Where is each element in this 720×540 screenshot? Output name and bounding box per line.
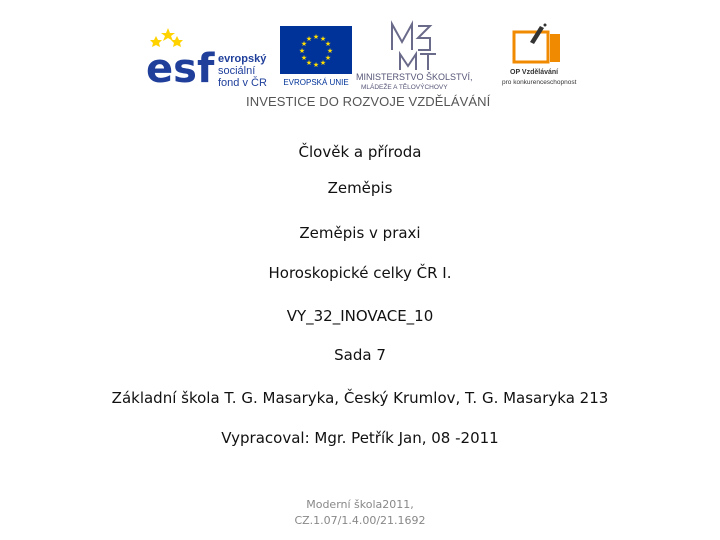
op-pencil-icon: [514, 24, 560, 63]
op-text-2: pro konkurenceschopnost: [502, 79, 577, 86]
svg-text:★: ★: [324, 40, 332, 48]
svg-text:★: ★: [324, 54, 332, 62]
esf-text-2: sociální: [218, 65, 256, 77]
esf-text-3: fond v ČR: [218, 77, 267, 89]
svg-text:★: ★: [326, 47, 334, 55]
msmt-monogram-icon: [392, 24, 436, 70]
title-line-2: Zeměpis: [327, 179, 393, 197]
title-line-7: Základní škola T. G. Masaryka, Český Krumlov, T. G. Masaryka 213: [111, 389, 609, 407]
svg-text:★: ★: [298, 47, 306, 55]
svg-text:★: ★: [319, 59, 327, 67]
op-logo: [500, 22, 580, 90]
title-line-4: Horoskopické celky ČR I.: [268, 264, 452, 282]
footer-line-2: CZ.1.07/1.4.00/21.1692: [294, 514, 426, 527]
msmt-text-2: MLÁDEŽE A TĚLOVÝCHOVY: [361, 84, 448, 90]
msmt-text-1: MINISTERSTVO ŠKOLSTVÍ,: [356, 72, 473, 82]
msmt-logo: [356, 20, 490, 90]
esf-stars-icon: [150, 28, 183, 47]
svg-text:★: ★: [305, 35, 313, 43]
svg-text:★: ★: [300, 54, 308, 62]
eu-logo: [278, 24, 354, 88]
svg-text:★: ★: [312, 61, 320, 69]
svg-text:★: ★: [305, 59, 313, 67]
tagline: INVESTICE DO ROZVOJE VZDĚLÁVÁNÍ: [246, 94, 491, 109]
footer-line-1: Moderní škola2011,: [306, 498, 414, 511]
title-line-5: VY_32_INOVACE_10: [286, 307, 434, 325]
svg-text:★: ★: [319, 35, 327, 43]
svg-text:★: ★: [312, 33, 320, 41]
esf-text-1: evropský: [218, 53, 267, 65]
title-line-6: Sada 7: [334, 346, 386, 364]
esf-mark: esf: [146, 46, 215, 92]
eu-caption: EVROPSKÁ UNIE: [283, 78, 349, 87]
title-line-1: Člověk a příroda: [298, 143, 422, 161]
op-text-1: OP Vzdělávání: [510, 69, 559, 76]
logo-bar: [0, 0, 720, 120]
svg-text:★: ★: [300, 40, 308, 48]
title-line-3: Zeměpis v praxi: [299, 224, 421, 242]
title-line-8: Vypracoval: Mgr. Petřík Jan, 08 -2011: [221, 429, 499, 447]
esf-logo: [146, 22, 270, 94]
